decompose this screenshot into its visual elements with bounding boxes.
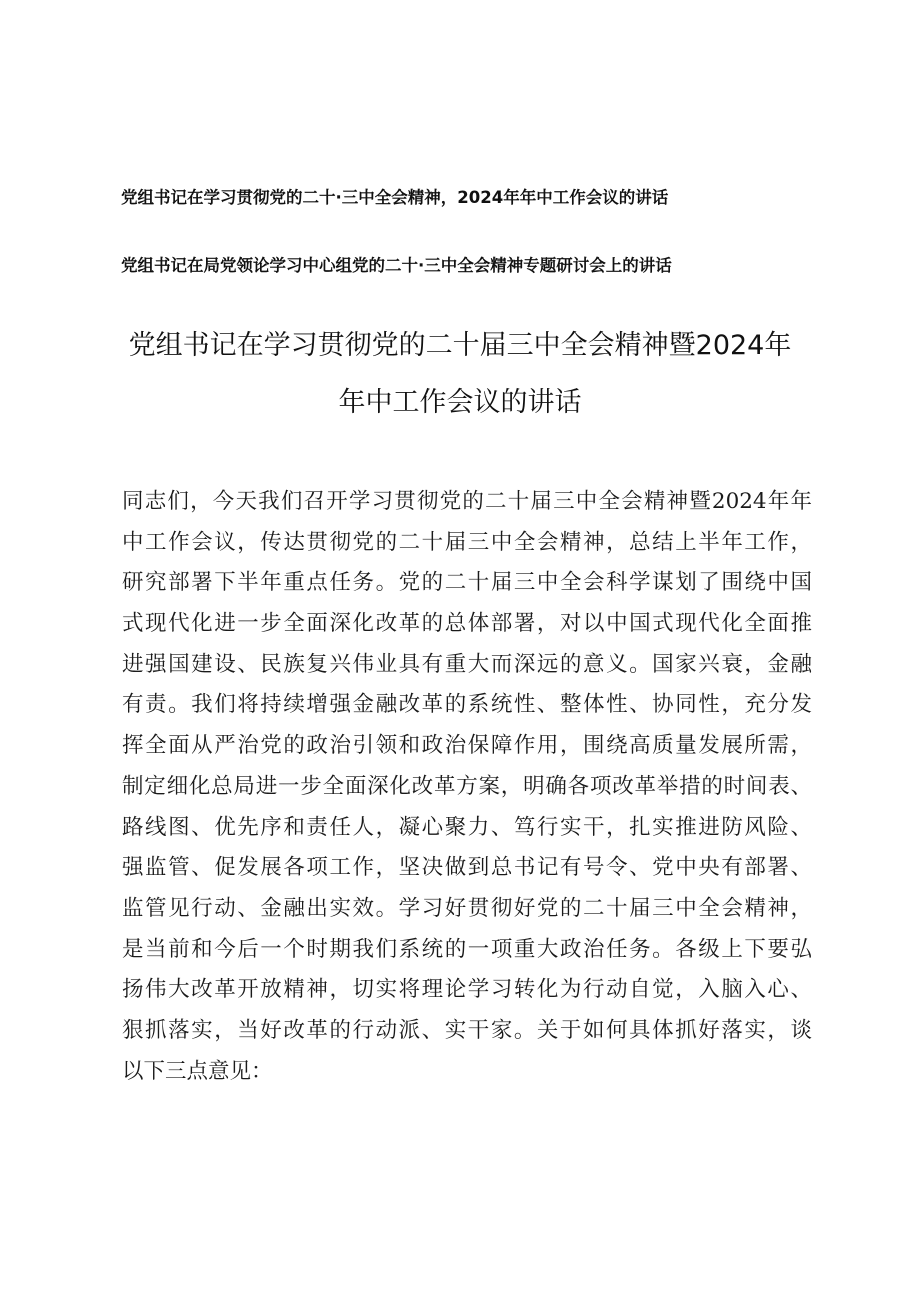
body-line: 监管见行动、金融出实效。学习好贯彻好党的二十届三中全会精神， [122, 895, 812, 921]
body-line: 式现代化进一步全面深化改革的总体部署，对以中国式现代化全面推 [122, 611, 812, 637]
body-line: 同志们，今天我们召开学习贯彻党的二十届三中全会精神暨2024年年 [122, 489, 812, 514]
body-line: 进强国建设、民族复兴伟业具有重大而深远的意义。国家兴衰，金融 [122, 651, 812, 677]
toc-entry-1: 党组书记在学习贯彻党的二十·三中全会精神，2024年年中工作会议的讲话 [121, 188, 669, 207]
toc-entry-2: 党组书记在局党领论学习中心组党的二十·三中全会精神专题研讨会上的讲话 [121, 256, 672, 275]
body-line: 制定细化总局进一步全面深化改革方案，明确各项改革举措的时间表、 [122, 773, 812, 799]
body-line: 路线图、优先序和责任人，凝心聚力、笃行实干，扎实推进防风险、 [122, 814, 812, 840]
body-line: 狠抓落实，当好改革的行动派、实干家。关于如何具体抓好落实，谈 [122, 1017, 812, 1043]
body-line: 挥全面从严治党的政治引领和政治保障作用，围绕高质量发展所需， [122, 733, 812, 759]
body-line: 有责。我们将持续增强金融改革的系统性、整体性、协同性，充分发 [122, 692, 812, 718]
body-line: 强监管、促发展各项工作，坚决做到总书记有号令、党中央有部署、 [122, 855, 812, 881]
body-line: 研究部署下半年重点任务。党的二十届三中全会科学谋划了围绕中国 [122, 570, 812, 596]
body-line: 中工作会议，传达贯彻党的二十届三中全会精神，总结上半年工作， [122, 529, 812, 555]
body-line: 以下三点意见： [122, 1058, 273, 1084]
body-line: 扬伟大改革开放精神，切实将理论学习转化为行动自觉，入脑入心、 [122, 977, 812, 1003]
document-title-line-1: 党组书记在学习贯彻党的二十届三中全会精神暨2024年 [128, 330, 792, 361]
body-paragraph [122, 482, 812, 1092]
document-title-line-2: 年中工作会议的讲话 [338, 387, 582, 418]
body-line: 是当前和今后一个时期我们系统的一项重大政治任务。各级上下要弘 [122, 936, 812, 962]
